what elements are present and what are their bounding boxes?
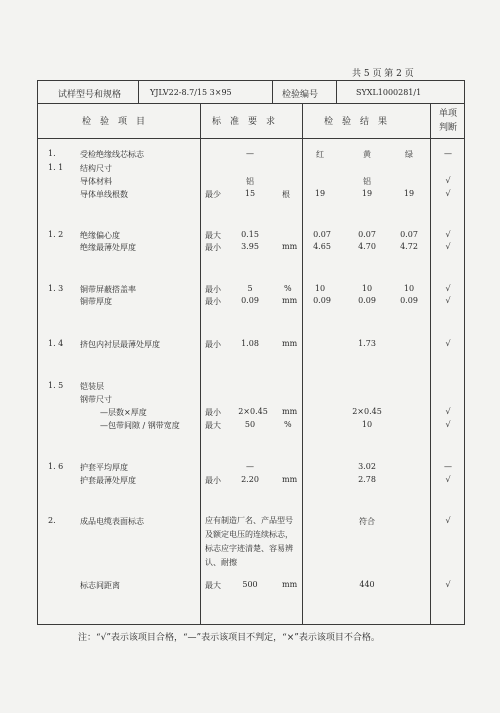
result-3: 0.09 (400, 296, 418, 305)
item-name: —层数×厚度 (100, 408, 147, 417)
judgment: √ (445, 475, 451, 484)
judgment: √ (445, 580, 451, 589)
standard-qualifier: 最小 (205, 297, 221, 306)
item-name: —包带间隙 / 钢带宽度 (100, 421, 180, 430)
judgment: √ (445, 339, 451, 348)
item-name: 护套平均厚度 (80, 463, 128, 472)
standard-unit: mm (282, 296, 298, 305)
header-item: 检 验 项 目 (82, 117, 146, 127)
table-right-border (464, 80, 465, 625)
standard-unit: % (284, 420, 292, 429)
header-row-divider (37, 138, 465, 139)
result-1: 10 (314, 284, 326, 293)
standard-value: — (246, 149, 254, 158)
standard-unit: mm (282, 242, 298, 251)
row-number: 1. 1 (48, 163, 64, 172)
info-divider-1 (138, 80, 139, 103)
result-2: 黄 (363, 150, 371, 159)
standard-unit: mm (282, 580, 298, 589)
standard-value: 1.08 (241, 339, 259, 348)
result-3: 4.72 (400, 242, 418, 251)
result-common: 10 (361, 420, 373, 429)
result-1: 红 (316, 150, 324, 159)
standard-value: 500 (242, 580, 258, 589)
standard-unit: % (284, 284, 292, 293)
table-bottom-border (37, 624, 465, 625)
page-counter: 共 5 页 第 2 页 (352, 69, 414, 79)
standard-unit: mm (282, 407, 298, 416)
table-top-border (37, 80, 465, 81)
result-2: 19 (361, 189, 373, 198)
judgment: √ (445, 407, 451, 416)
standard-qualifier: 最大 (205, 421, 221, 430)
item-name: 绝缘偏心度 (80, 231, 120, 240)
result-2: 10 (361, 284, 373, 293)
result-3: 19 (403, 189, 415, 198)
table-left-border (37, 80, 38, 625)
standard-qualifier: 最小 (205, 243, 221, 252)
item-name: 导体单线根数 (80, 190, 128, 199)
standard-value: 0.09 (241, 296, 259, 305)
standard-value: 0.15 (241, 230, 259, 239)
standard-unit: mm (282, 339, 298, 348)
col-divider-standard (200, 103, 201, 625)
item-name: 铠装层 (80, 382, 104, 391)
footnote: 注：“√”表示该项目合格，“—”表示该项目不判定，“×”表示该项目不合格。 (78, 633, 380, 643)
result-common: 铝 (363, 177, 371, 186)
row-number: 1. 3 (48, 284, 64, 293)
item-name: 挤包内衬层最薄处厚度 (80, 340, 160, 349)
standard-qualifier: 最大 (205, 581, 221, 590)
judgment: √ (445, 284, 451, 293)
item-name: 铜带屏蔽搭盖率 (80, 285, 136, 294)
item-name: 导体材料 (80, 177, 112, 186)
info-divider-3 (336, 80, 337, 103)
header-standard: 标 准 要 求 (212, 117, 276, 127)
info-divider-2 (272, 80, 273, 103)
result-3: 0.07 (400, 230, 418, 239)
report-no-value: SYXL1000281/1 (356, 88, 422, 97)
row-number: 1. 6 (48, 462, 64, 471)
standard-qualifier: 最小 (205, 476, 221, 485)
standard-qualifier: 最少 (205, 190, 221, 199)
item-name: 结构尺寸 (80, 164, 112, 173)
judgment: — (444, 149, 452, 158)
judgment: — (444, 462, 452, 471)
standard-unit: 根 (282, 190, 290, 199)
row-number: 1. 2 (48, 230, 64, 239)
judgment: √ (445, 296, 451, 305)
header-result: 检 验 结 果 (324, 117, 388, 127)
header-judgment-line1: 单项 (438, 109, 457, 119)
standard-value: 15 (244, 189, 256, 198)
header-judgment-line2: 判断 (438, 123, 457, 133)
result-common: 2.78 (358, 475, 376, 484)
judgment: √ (445, 242, 451, 251)
standard-qualifier: 最小 (205, 285, 221, 294)
standard-qualifier: 最大 (205, 231, 221, 240)
report-no-label: 检验编号 (282, 90, 319, 100)
result-3: 绿 (405, 150, 413, 159)
result-common: 符合 (359, 517, 375, 526)
row-number: 1. 4 (48, 339, 64, 348)
standard-text: 应有制造厂名、产品型号及额定电压的连续标志，标志应字迹清楚、容易辨认、耐擦 (205, 516, 293, 567)
standard-value: — (246, 462, 254, 471)
item-name: 护套最薄处厚度 (80, 476, 136, 485)
judgment: √ (445, 420, 451, 429)
result-1: 19 (314, 189, 326, 198)
result-common: 2×0.45 (352, 407, 382, 416)
standard-value: 5 (247, 284, 253, 293)
result-1: 0.07 (313, 230, 331, 239)
result-common: 3.02 (358, 462, 376, 471)
result-2: 0.07 (358, 230, 376, 239)
result-2: 0.09 (358, 296, 376, 305)
model-label: 试样型号和规格 (58, 90, 122, 100)
judgment: √ (445, 189, 451, 198)
item-name: 绝缘最薄处厚度 (80, 243, 136, 252)
standard-value: 2.20 (241, 475, 259, 484)
judgment: √ (445, 516, 451, 525)
standard-value: 2×0.45 (238, 407, 268, 416)
standard-value: 50 (244, 420, 256, 429)
judgment: √ (445, 230, 451, 239)
standard-qualifier: 最小 (205, 340, 221, 349)
row-number: 2. (48, 516, 56, 525)
item-name: 钢带尺寸 (80, 395, 112, 404)
row-number: 1. (48, 149, 56, 158)
result-common: 440 (359, 580, 375, 589)
item-name: 成品电缆表面标志 (80, 517, 144, 526)
row-number: 1. 5 (48, 381, 64, 390)
result-common: 1.73 (358, 339, 376, 348)
item-name: 标志间距离 (80, 581, 120, 590)
item-name: 受检绝缘线芯标志 (80, 150, 144, 159)
model-value: YJLV22-8.7/15 3×95 (150, 88, 232, 97)
standard-value: 铝 (246, 177, 254, 186)
item-name: 铜带厚度 (80, 297, 112, 306)
col-divider-result (302, 103, 303, 625)
standard-value: 3.95 (241, 242, 259, 251)
result-1: 4.65 (313, 242, 331, 251)
standard-qualifier: 最小 (205, 408, 221, 417)
standard-unit: mm (282, 475, 298, 484)
result-3: 10 (403, 284, 415, 293)
result-2: 4.70 (358, 242, 376, 251)
col-divider-judgment (430, 103, 431, 625)
info-row-divider (37, 103, 465, 104)
result-1: 0.09 (313, 296, 331, 305)
judgment: √ (445, 176, 451, 185)
